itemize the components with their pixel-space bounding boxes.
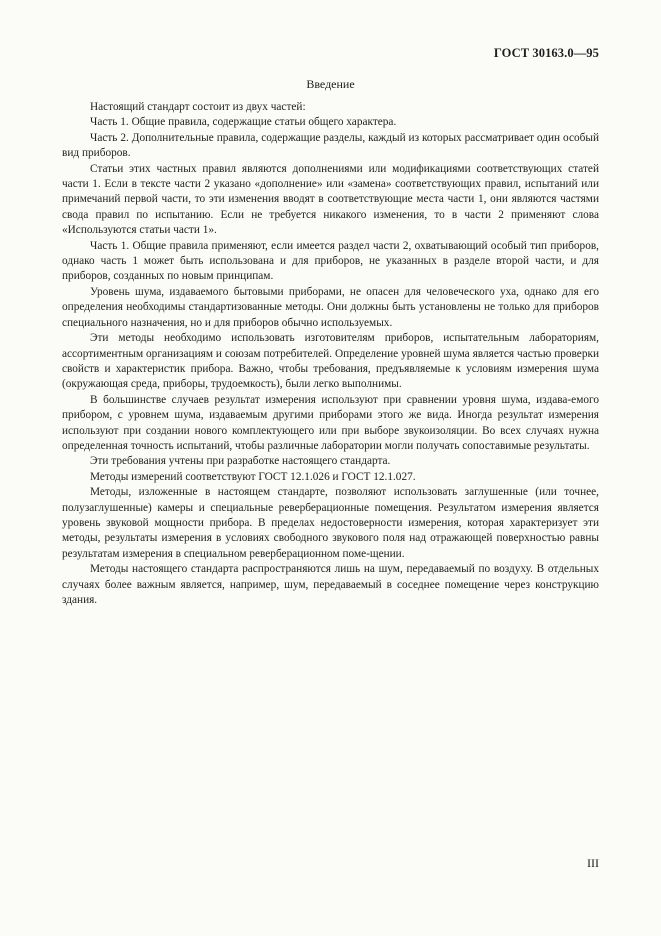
paragraph: Методы измерений соответствуют ГОСТ 12.1.026 и ГОСТ 12.1.027. — [90, 470, 416, 483]
paragraph: Статьи этих частных правил являются дополнениями или модификациями соответствующих статей части 1. Если в тексте части 2 указано «дополнение» или «замена» соответствующих правил, испытаний или примечаний первой части, то эти изменения вводят в соответствующие места части 1, они являются частями свода правил по испытанию. Если не требуется никакого изменения, то в части 2 применяют слова «Используются статьи части 1». — [62, 162, 599, 237]
paragraph: Методы настоящего стандарта распространяются лишь на шум, передаваемый по воздуху. В отдельных случаях более важным является, например, шум, передаваемый в соседнее помещение через конструкцию здания. — [62, 563, 599, 606]
body-text — [62, 100, 599, 608]
paragraph: Эти требования учтены при разработке настоящего стандарта. — [90, 455, 391, 468]
section-title: Введение — [306, 77, 355, 91]
paragraph: Часть 1. Общие правила применяют, если имеется раздел части 2, охватывающий особый тип приборов, однако часть 1 может быть использована и для приборов, не указанных в разделе второй части, и для приборов, созданных по новым принципам. — [62, 239, 599, 283]
paragraph: Настоящий стандарт состоит из двух частей: — [90, 101, 306, 113]
paragraph: Часть 2. Дополнительные правила, содержащие разделы, каждый из которых рассматривает один особый вид приборов. — [62, 131, 599, 160]
paragraph: Уровень шума, издаваемого бытовыми приборами, не опасен для человеческого уха, однако для его определения необходимы стандартизованные методы. Они должны быть установлены не только для приборов специального назначения, но и для приборов обычно используемых. — [62, 285, 599, 329]
paragraph: Методы, изложенные в настоящем стандарте, позволяют использовать заглушенные (или точнее, полузаглушенные) камеры и специальные реверберационные помещения. Результатом измерения является уровень звуковой мощности прибора. В пределах недостоверности измерения, которая характеризует эти методы, результаты измерения в условиях свободного звукового поля над отражающей поверхностью равны результатам измерения в специальном реверберационном поме-щении. — [62, 486, 599, 560]
document-code: ГОСТ 30163.0—95 — [493, 46, 599, 60]
paragraph: В большинстве случаев результат измерения используют при сравнении уровня шума, издава-емого прибором, с уровнем шума, издаваемым другими приборами этого же вида. Иногда результат измерения используют при создании нового комплектующего или при выборе звукоизоляции. Во всех случаях нужна определенная точность испытаний, чтобы различные лаборатории могли получать сопоставимые результаты. — [62, 393, 599, 452]
paragraph: Часть 1. Общие правила, содержащие статьи общего характера. — [90, 116, 397, 129]
page-number: III — [587, 856, 599, 870]
paragraph: Эти методы необходимо использовать изготовителям приборов, испытательным лабораториям, ассортиментным организациям и союзам потребителей. Определение уровней шума является частью проверки свойств и характеристик прибора. Важно, чтобы требования, предъявляемые к условиям измерения шума (окружающая среда, приборы, трудоемкость), были легко выполнимы. — [62, 332, 599, 391]
